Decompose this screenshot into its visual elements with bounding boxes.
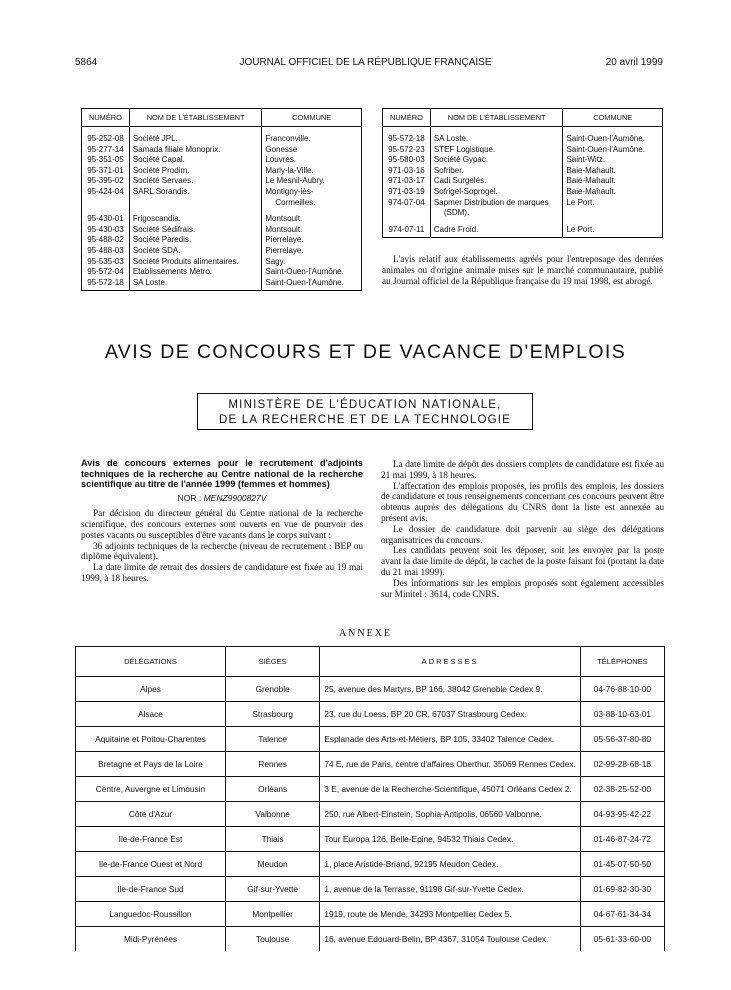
table-row	[76, 727, 665, 752]
nom-value: STEF Logistique.	[433, 144, 496, 154]
avis-paragraph: Par décision du directeur général du Centre national de la recherche scientifique, des concours externes sont ouverts en vue de pourvoir des postes vacants ou susceptibles d'être vacants dans le corps suivant :	[81, 509, 363, 541]
commune-value: Montsoult.	[265, 214, 303, 224]
table-row	[76, 852, 665, 877]
table-row	[76, 677, 665, 702]
numero-cell	[82, 145, 130, 156]
table-row	[383, 187, 663, 198]
nom-cell	[129, 166, 261, 177]
nom-value: SA Loste.	[132, 277, 168, 287]
avis-title: Avis de concours externes pour le recrutement d'adjoints techniques de la recherche au Centre national de la recherche scientifique au titre de l'année 1999 (femmes et hommes)	[81, 458, 363, 489]
table-row	[383, 145, 663, 156]
adresse-cell: Tour Europa 126, Belle-Epine, 94532 Thiais Cedex.	[320, 827, 580, 852]
commune-value: Montigny-lès-	[265, 186, 314, 196]
avis-right-column	[381, 460, 664, 600]
nom-cell	[129, 235, 261, 246]
nom-value: Frigoscandia.	[132, 214, 181, 224]
numero-value: 95-252-08	[87, 134, 124, 143]
commune-value: Saint-Ouen-l'Aumône.	[566, 144, 645, 154]
commune-cell	[262, 257, 362, 268]
delegation-cell: Bretagne et Pays de la Loire	[76, 752, 226, 777]
avis-paragraph: Des informations sur les emplois proposés sont également accessibles sur Minitel : 3614, code CNRS.	[381, 578, 664, 600]
nom-value: Cadi Surgelés.	[433, 176, 487, 186]
nom-value: Samada filiale Monoprix.	[132, 144, 221, 154]
delegation-cell: Ile-de-France Ouest et Nord	[76, 852, 226, 877]
adresse-cell: 250, rue Albert-Einstein, Sophia-Antipolis, 06560 Valbonne.	[320, 802, 580, 827]
nom-cell	[129, 187, 261, 208]
col-header-nom: NOM DE L'ÉTABLISSEMENT	[430, 109, 563, 127]
col-header-numero: NUMÉRO	[383, 109, 431, 127]
nom-cell	[129, 246, 261, 257]
numero-cell	[383, 187, 431, 198]
nom-cell	[129, 257, 261, 268]
numero-value: 95-371-01	[87, 165, 124, 175]
avis-paragraph: Le dossier de candidature doit parvenir au siège des délégations organisatrices du concours.	[381, 524, 664, 546]
avis-paragraph: 36 adjoints techniques de la recherche (niveau de recrutement : BEP ou diplôme équivalent).	[81, 541, 363, 563]
commune-cell	[563, 198, 663, 219]
avis-paragraph: La date limite de retrait des dossiers de candidature est fixée au 19 mai 1999, à 18 heures.	[81, 563, 363, 585]
numero-value: 971-03-19	[388, 186, 425, 196]
nom-value: Sapmer Distribution de marques	[433, 197, 549, 207]
nom-cell	[129, 145, 261, 156]
commune-value: Le Port.	[566, 224, 595, 234]
numero-value: 95-572-18	[87, 277, 124, 287]
numero-value: 95-580-03	[388, 155, 425, 165]
table-row	[76, 702, 665, 727]
delegation-cell: Alpes	[76, 677, 226, 702]
table-row	[82, 246, 362, 257]
nor-reference	[81, 493, 363, 504]
table-row	[82, 176, 362, 187]
nom-cell	[430, 145, 563, 156]
avis-paragraph: Les candidats peuvent soit les déposer, soit les envoyer par la poste avant la date limite de dépôt, le cachet de la poste faisant foi (portant la date du 21 mai 1999).	[381, 546, 664, 578]
commune-cell	[563, 187, 663, 198]
numero-cell	[383, 145, 431, 156]
table-row	[383, 198, 663, 219]
table-row	[76, 802, 665, 827]
commune-cell	[563, 166, 663, 177]
nor-value: MENZ9900827V	[203, 492, 267, 503]
numero-value: 95-572-04	[87, 267, 124, 277]
table-row	[383, 166, 663, 177]
table-row	[383, 127, 663, 145]
nom-value: Société JPL.	[132, 134, 178, 143]
numero-value: 95-535-03	[87, 256, 124, 266]
ministry-box	[197, 393, 533, 430]
col-header-telephones: TÉLÉPHONES	[580, 647, 664, 677]
commune-value-continued: Cormeilles.	[275, 197, 316, 207]
nom-value: Sofrigel-Soprogel.	[433, 186, 498, 196]
avis-left-column	[81, 458, 363, 585]
numero-value: 95-395-02	[87, 176, 124, 186]
commune-value: Saint-Ouen-l'Aumône.	[265, 267, 344, 277]
nom-value: Société Produits alimentaires.	[132, 256, 239, 266]
telephone-cell: 04-67-61-34-34	[580, 902, 664, 927]
annexe-table	[75, 646, 665, 951]
nom-cell	[430, 166, 563, 177]
numero-cell	[82, 267, 130, 278]
nom-cell	[129, 208, 261, 225]
numero-cell	[383, 219, 431, 238]
siege-cell: Talence	[225, 727, 319, 752]
adresse-cell: 74 E, rue de Paris, centre d'affaires Oberthur, 35069 Rennes Cedex.	[320, 752, 580, 777]
numero-value: 95-488-02	[87, 235, 124, 245]
commune-value: Baie-Mahault.	[566, 186, 616, 196]
establishments-table-left	[81, 108, 362, 291]
nom-cell	[430, 176, 563, 187]
numero-cell	[82, 225, 130, 236]
commune-value: Sagy.	[265, 256, 286, 266]
table-row	[82, 278, 362, 291]
journal-title: JOURNAL OFFICIEL DE LA RÉPUBLIQUE FRANÇAISE	[239, 57, 492, 68]
delegation-cell: Midi-Pyrénées	[76, 927, 226, 952]
nom-cell	[430, 155, 563, 166]
nom-value: Société Sédifrais.	[132, 224, 196, 234]
table-row	[76, 777, 665, 802]
numero-value: 95-430-03	[87, 224, 124, 234]
nor-label: NOR :	[177, 492, 202, 503]
table-row	[82, 127, 362, 145]
nom-cell	[129, 155, 261, 166]
numero-value: 95-351-05	[87, 155, 124, 165]
nom-cell	[129, 127, 261, 145]
ministry-line-1: MINISTÈRE DE L'ÉDUCATION NATIONALE,	[228, 399, 502, 411]
adresse-cell: 25, avenue des Martyrs, BP 166, 38042 Grenoble Cedex 9.	[320, 677, 580, 702]
commune-value: Montsoult.	[265, 224, 303, 234]
table-row	[82, 225, 362, 236]
numero-cell	[82, 155, 130, 166]
table-row	[76, 752, 665, 777]
commune-value: Pierrelaye.	[265, 245, 304, 255]
telephone-cell: 01-69-82-30-30	[580, 877, 664, 902]
numero-value: 95-572-23	[388, 144, 425, 154]
numero-value: 95-430-01	[87, 214, 124, 224]
table-row	[76, 827, 665, 852]
adresse-cell: 1, place Aristide-Briand, 92195 Meudon Cedex.	[320, 852, 580, 877]
numero-value: 95-488-03	[87, 245, 124, 255]
siege-cell: Strasbourg	[225, 702, 319, 727]
numero-cell	[383, 176, 431, 187]
nom-cell	[129, 267, 261, 278]
table-row	[383, 155, 663, 166]
issue-date: 20 avril 1999	[605, 57, 663, 68]
numero-cell	[82, 166, 130, 177]
nom-value: Société Prodim.	[132, 165, 190, 175]
numero-value: 971-03-16	[388, 165, 425, 175]
commune-value: Baie-Mahault.	[566, 176, 616, 186]
commune-value: Baie-Mahault.	[566, 165, 616, 175]
adresse-cell: 16, avenue Edouard-Belin, BP 4367, 31054 Toulouse Cedex.	[320, 927, 580, 952]
siege-cell: Toulouse	[225, 927, 319, 952]
commune-value: Marly-la-Ville.	[265, 165, 314, 175]
numero-cell	[82, 278, 130, 291]
telephone-cell: 02-99-28-68-18	[580, 752, 664, 777]
table-row	[82, 208, 362, 225]
nom-cell	[129, 278, 261, 291]
nom-value: Etablissements Metro.	[132, 267, 213, 277]
delegation-cell: Côte d'Azur	[76, 802, 226, 827]
telephone-cell: 05-56-37-80-80	[580, 727, 664, 752]
nom-value: SA Loste.	[433, 134, 469, 143]
nom-value: Société SDA.	[132, 245, 181, 255]
numero-cell	[82, 176, 130, 187]
numero-cell	[383, 155, 431, 166]
table-row	[82, 187, 362, 208]
commune-cell	[563, 176, 663, 187]
numero-value: 971-03-17	[388, 176, 425, 186]
delegation-cell: Ile-de-France Sud	[76, 877, 226, 902]
nom-cell	[129, 176, 261, 187]
commune-cell	[262, 145, 362, 156]
ministry-line-2: DE LA RECHERCHE ET DE LA TECHNOLOGIE	[218, 414, 511, 426]
commune-cell	[262, 187, 362, 208]
nom-cell	[430, 219, 563, 238]
delegation-cell: Aquitaine et Poitou-Charentes	[76, 727, 226, 752]
nom-value: Société Servaes.	[132, 176, 194, 186]
siege-cell: Orléans	[225, 777, 319, 802]
commune-value: Franconville.	[265, 134, 311, 143]
nom-value: SARL Sorandis.	[132, 186, 190, 196]
commune-cell	[262, 155, 362, 166]
numero-value: 974-07-11	[388, 224, 425, 234]
col-header-sieges: SIÈGES	[225, 647, 319, 677]
siege-cell: Rennes	[225, 752, 319, 777]
numero-cell	[383, 166, 431, 177]
table-row	[76, 927, 665, 952]
nom-cell	[129, 225, 261, 236]
siege-cell: Gif-sur-Yvette	[225, 877, 319, 902]
numero-cell	[82, 187, 130, 208]
table-row	[76, 902, 665, 927]
siege-cell: Thiais	[225, 827, 319, 852]
section-title: AVIS DE CONCOURS ET DE VACANCE D'EMPLOIS	[104, 341, 627, 363]
nom-value: Société Gypac.	[433, 155, 489, 165]
numero-cell	[82, 127, 130, 145]
numero-value: 95-572-18	[388, 134, 425, 143]
telephone-cell: 03-88-10-63-01	[580, 702, 664, 727]
delegation-cell: Centre, Auvergne et Limousin	[76, 777, 226, 802]
telephone-cell: 02-38-25-52-00	[580, 777, 664, 802]
commune-cell	[262, 208, 362, 225]
siege-cell: Valbonne	[225, 802, 319, 827]
col-header-adresses: ADRESSES	[320, 647, 580, 677]
annexe-title: ANNEXE	[338, 628, 393, 639]
numero-cell	[82, 208, 130, 225]
commune-cell	[262, 235, 362, 246]
commune-cell	[563, 219, 663, 238]
commune-cell	[563, 145, 663, 156]
avis-paragraph: La date limite de dépôt des dossiers complets de candidature est fixée au 21 mai 1999, à 18 heures.	[381, 460, 664, 481]
nom-cell	[430, 127, 563, 145]
table-row	[82, 155, 362, 166]
commune-value: Le Port.	[566, 197, 595, 207]
col-header-numero: NUMÉRO	[82, 109, 130, 127]
telephone-cell: 04-93-95-42-22	[580, 802, 664, 827]
table-row	[383, 176, 663, 187]
adresse-cell: 23, rue du Loess, BP 20 CR, 67037 Strasbourg Cedex.	[320, 702, 580, 727]
siege-cell: Montpellier	[225, 902, 319, 927]
numero-value: 95-277-14	[87, 144, 124, 154]
adresse-cell: 1, avenue de la Terrasse, 91198 Gif-sur-Yvette Cedex.	[320, 877, 580, 902]
commune-value: Louvres.	[265, 155, 297, 165]
abrogation-note: L'avis relatif aux établissements agréés pour l'entreposage des denrées animales ou d'origine animale mises sur le marché communautaire, publié au Journal officiel de la République française du 19 mai 1998, est abrogé.	[382, 254, 663, 286]
table-row	[82, 235, 362, 246]
commune-cell	[262, 278, 362, 291]
commune-value: Saint-Witz.	[566, 155, 606, 165]
col-header-commune: COMMUNE	[262, 109, 362, 127]
table-row	[383, 219, 663, 238]
numero-cell	[82, 246, 130, 257]
commune-value: Gonesse	[265, 144, 298, 154]
avis-paragraph: L'affectation des emplois proposés, les profils des emplois, les dossiers de candidature et tous renseignements concernant ces concours peuvent être obtenus auprès des délégations du CNRS dont la liste est annexée au présent avis.	[381, 481, 664, 524]
col-header-delegations: DÉLÉGATIONS	[76, 647, 226, 677]
commune-value: Pierrelaye.	[265, 235, 304, 245]
nom-value: Société Paredis.	[132, 235, 192, 245]
nom-value: Société Capal.	[132, 155, 185, 165]
nom-value: Sofriber.	[433, 165, 464, 175]
adresse-cell: 1919, route de Mende, 34293 Montpellier Cedex 5.	[320, 902, 580, 927]
numero-cell	[82, 257, 130, 268]
telephone-cell: 04-76-88-10-00	[580, 677, 664, 702]
siege-cell: Grenoble	[225, 677, 319, 702]
delegation-cell: Alsace	[76, 702, 226, 727]
nom-cell	[430, 187, 563, 198]
commune-cell	[262, 127, 362, 145]
numero-cell	[383, 127, 431, 145]
commune-value: Saint-Ouen-l'Aumône.	[566, 134, 645, 143]
numero-cell	[82, 235, 130, 246]
commune-value: Saint-Ouen-l'Aumône.	[265, 277, 344, 287]
numero-cell	[383, 198, 431, 219]
table-row	[82, 257, 362, 268]
commune-cell	[262, 267, 362, 278]
col-header-commune: COMMUNE	[563, 109, 663, 127]
commune-cell	[262, 166, 362, 177]
siege-cell: Meudon	[225, 852, 319, 877]
establishments-table-right	[382, 108, 663, 238]
numero-value: 974-07-04	[388, 197, 425, 207]
commune-cell	[262, 246, 362, 257]
nom-value-continued: (SDM).	[443, 208, 470, 218]
nom-value: Cadre Froid.	[433, 224, 479, 234]
page-number: 5864	[75, 57, 98, 68]
commune-cell	[563, 127, 663, 145]
table-row	[82, 145, 362, 156]
commune-value: Le Mesnil-Aubry.	[265, 176, 325, 186]
adresse-cell: 3 E, avenue de la Recherche-Scientifique, 45071 Orléans Cedex 2.	[320, 777, 580, 802]
col-header-nom: NOM DE L'ÉTABLISSEMENT	[129, 109, 261, 127]
telephone-cell: 01-45-07-50-50	[580, 852, 664, 877]
telephone-cell: 01-46-87-24-72	[580, 827, 664, 852]
table-row	[82, 166, 362, 177]
adresse-cell: Esplanade des Arts-et-Métiers, BP 105, 33402 Talence Cedex.	[320, 727, 580, 752]
table-row	[76, 877, 665, 902]
delegation-cell: Languedoc-Roussillon	[76, 902, 226, 927]
delegation-cell: Ile-de-France Est	[76, 827, 226, 852]
commune-cell	[262, 176, 362, 187]
numero-value: 95-424-04	[87, 186, 124, 196]
commune-cell	[563, 155, 663, 166]
table-row	[82, 267, 362, 278]
nom-cell	[430, 198, 563, 219]
commune-cell	[262, 225, 362, 236]
telephone-cell: 05-61-33-60-00	[580, 927, 664, 952]
